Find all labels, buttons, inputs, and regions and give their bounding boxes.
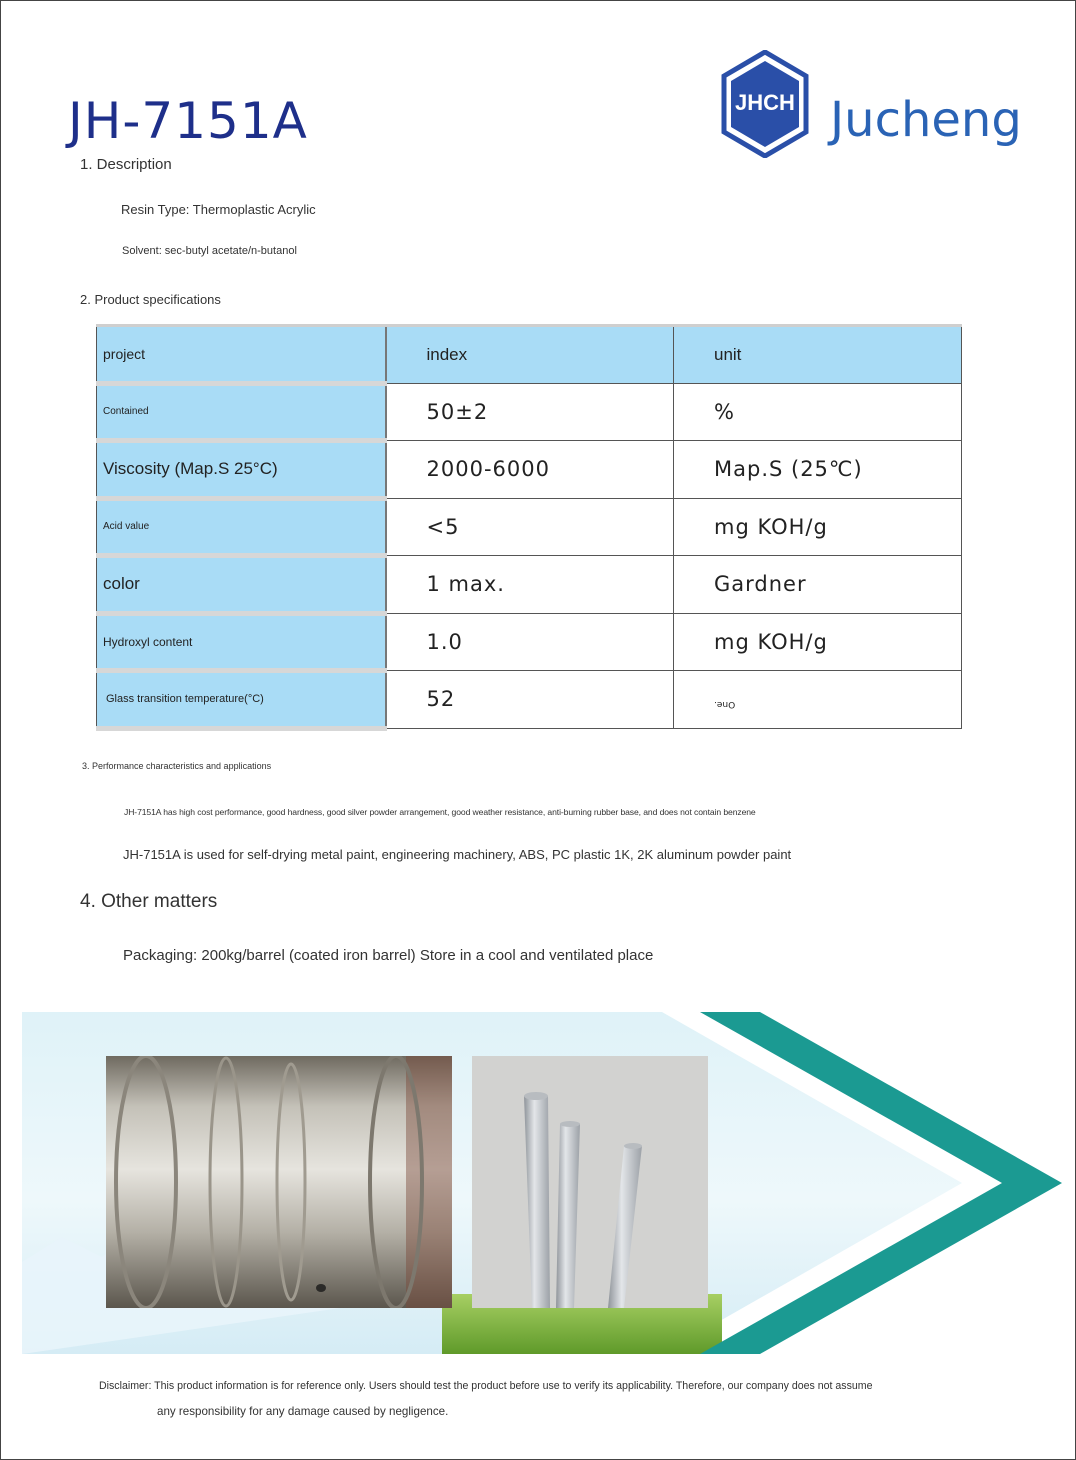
- spec-project: Contained: [97, 383, 386, 441]
- col-header-project: project: [97, 326, 386, 384]
- product-title: JH-7151A: [68, 92, 308, 150]
- spec-unit: One.: [714, 699, 736, 710]
- spec-header-row: [97, 326, 962, 384]
- wheel-rim-photo: [106, 1056, 452, 1308]
- product-banner: [22, 1012, 1062, 1354]
- spec-index: <5: [386, 498, 674, 556]
- spec-row: [97, 498, 962, 556]
- spec-unit-cell: [674, 671, 962, 729]
- resin-type: Resin Type: Thermoplastic Acrylic: [121, 202, 316, 217]
- spec-unit: Gardner: [674, 556, 962, 614]
- aluminum-tubes-photo: [472, 1056, 708, 1308]
- logo-text: JHCH: [735, 90, 795, 115]
- spec-project: Glass transition temperature(°C): [97, 671, 386, 729]
- spec-project: Viscosity (Map.S 25°C): [97, 441, 386, 499]
- performance-line-1: JH-7151A has high cost performance, good hardness, good silver powder arrangement, good weather resistance, anti-burning rubber base, and does not contain benzene: [124, 807, 756, 817]
- spec-index: 1.0: [386, 613, 674, 671]
- performance-heading: 3. Performance characteristics and applications: [82, 761, 272, 771]
- disclaimer-line-1: Disclaimer: This product information is for reference only. Users should test the product before use to verify its applicability. Therefore, our company does not assume: [99, 1380, 873, 1392]
- spec-project: Acid value: [97, 498, 386, 556]
- disclaimer-line-2: any responsibility for any damage caused by negligence.: [157, 1405, 449, 1418]
- packaging: Packaging: 200kg/barrel (coated iron barrel) Store in a cool and ventilated place: [123, 947, 654, 964]
- spec-row: [97, 441, 962, 499]
- specs-heading: 2. Product specifications: [80, 292, 221, 307]
- other-heading: 4. Other matters: [80, 891, 218, 912]
- solvent: Solvent: sec-butyl acetate/n-butanol: [122, 245, 297, 257]
- performance-line-2: JH-7151A is used for self-drying metal paint, engineering machinery, ABS, PC plastic 1K, 2K aluminum powder paint: [123, 847, 792, 862]
- spec-project: Hydroxyl content: [97, 613, 386, 671]
- jhch-logo: [720, 50, 810, 158]
- spec-index: 50±2: [386, 383, 674, 441]
- brand-name: Jucheng: [830, 92, 1022, 148]
- spec-unit: mg KOH/g: [674, 498, 962, 556]
- spec-row: [97, 613, 962, 671]
- spec-index: 52: [386, 671, 674, 729]
- spec-project: color: [97, 556, 386, 614]
- spec-table: [96, 324, 962, 731]
- spec-row: [97, 383, 962, 441]
- col-header-unit: unit: [674, 326, 962, 384]
- col-header-index: index: [386, 326, 674, 384]
- spec-row: [97, 671, 962, 729]
- spec-index: 1 max.: [386, 556, 674, 614]
- spec-unit: mg KOH/g: [674, 613, 962, 671]
- description-heading: 1. Description: [80, 156, 172, 173]
- spec-index: 2000-6000: [386, 441, 674, 499]
- spec-unit: %: [674, 383, 962, 441]
- spec-unit: Map.S (25℃): [674, 441, 962, 499]
- spec-row: [97, 556, 962, 614]
